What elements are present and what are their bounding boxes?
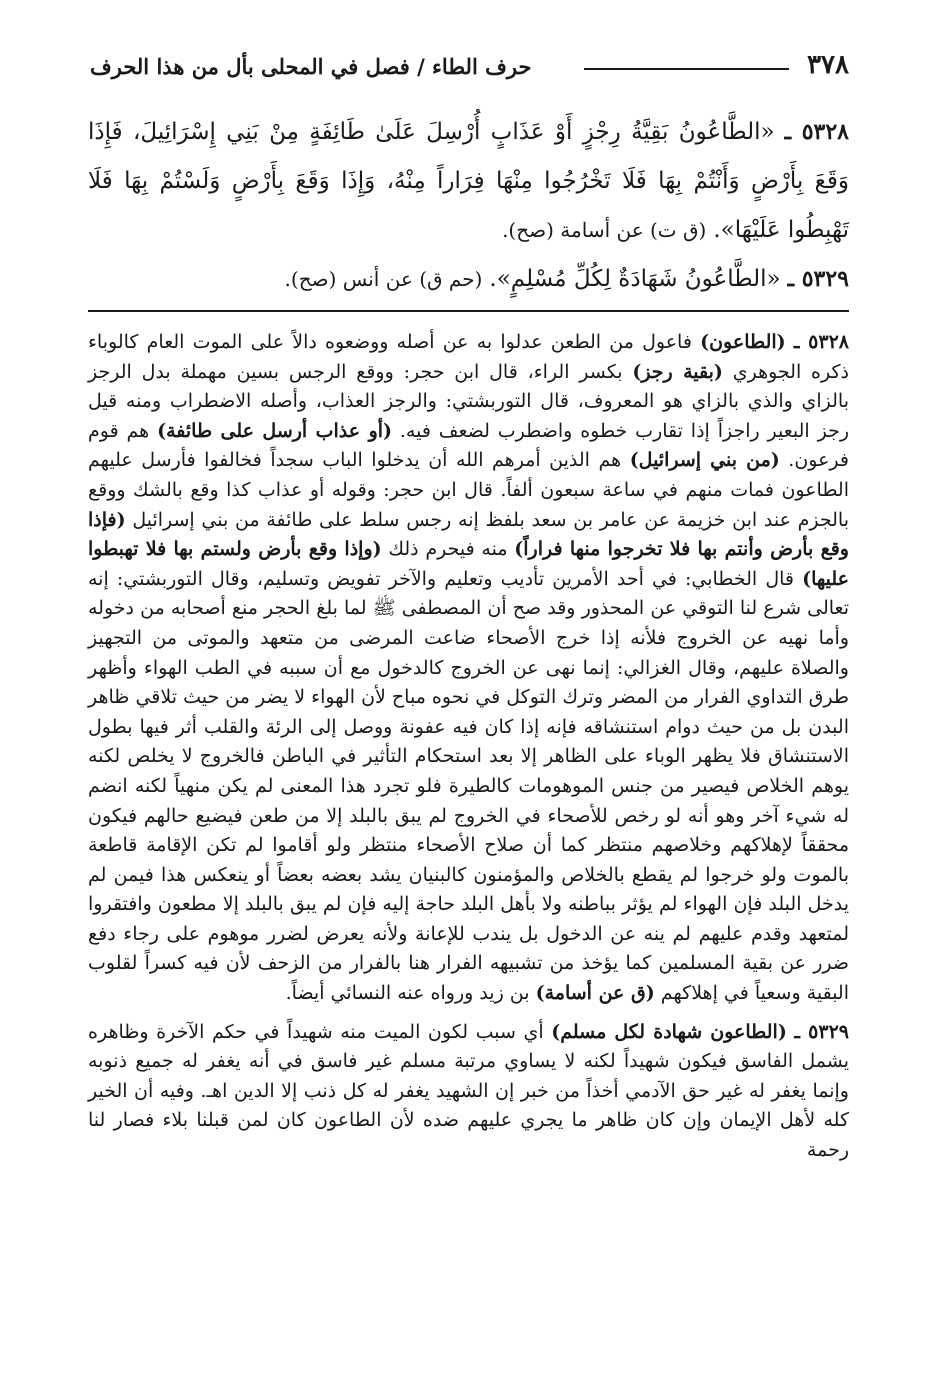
commentary-lemma: (بقية رجز) [632, 360, 723, 383]
commentary-lemma: (فإذا وقع بأرض وأنتم بها فلا تخرجوا منها فراراً) [88, 508, 849, 561]
commentary-lemma: (الطاعون) [700, 331, 786, 353]
hadith-5328 [88, 108, 849, 255]
hadith-text: «الطَّاعُونُ شَهَادَةٌ لِكُلِّ مُسْلِمٍ». [489, 266, 781, 292]
hadith-number: ٥٣٢٨ ـ [784, 119, 849, 145]
commentary-text: أي سبب لكون الميت منه شهيداً في حكم الآخرة وظاهره يشمل الفاسق فيكون شهيداً لكنه لا يساوي مرتبة مسلم غير فاسق في أنه يغفر له جميع ذنوبه وإنما يغفر له غير حق الآدمي أخذاً من خبر إن الشهيد يغفر له كل ذنب إلا الدين اهـ. وفيه أن الخير كله لأهل الإيمان وإن كان ظاهر ما يجري عليهم ضده لأن الطاعون كان لمن قبلنا بلاء فصار لنا رحمة [88, 1020, 849, 1162]
commentary-lemma: (من بني إسرائيل) [629, 449, 780, 472]
hadith-texts [88, 108, 849, 304]
page-header [90, 46, 849, 86]
commentary-text: قال الخطابي: في أحد الأمرين تأديب وتعليم والآخر تفويض وتسليم، وقال التوربشتي: إنه تعالى شرع لنا التوقي عن المحذور وقد صح أن المصطفى ﷺ لما بلغ الحجر منع أصحابه من دخوله وأما نهيه عن الخروج فلأنه إذا خرج الأصحاء ضاعت المرضى من متعهد والموتى من التجهيز والصلاة عليهم، وقال الغزالي: إنما نهى عن الخروج كالدخول مع أن سببه في الطب الهواء وأظهر طرق التداوي الفرار من المضر وترك التوكل في نحوه مباح لأن الهواء لا يضر من حيث تلاقي ظاهر البدن بل من حيث دوام استنشاقه فإنه إذا كان فيه عفونة ووصل إلى الرئة والقلب أثر فيها بطول الاستنشاق فلا يظهر الوباء على الظاهر إلا بعد استحكام التأثير في الباطن فالخروج لا يخلص لكنه يوهم الخلاص فيصير من جنس الموهومات كالطيرة فلو تجرد هذا المعنى لم يكن منهياً لكنه انضم له شيء آخر وهو أنه لو رخص للأصحاء في الخروج لم يبق بالبلد إلا من طعن فيضيع حالهم فيكون محققاً لإهلاكهم وخلاصهم منتظر كما أن صلاح الأصحاء منتظر ولو أقاموا لم تكن الإقامة قاطعة بالموت ولو خرجوا لم يقطع بالخلاص والمؤمنون كالبنيان يشد بعضه بعضاً أو ينعكس هذا فيمن لم يدخل البلد فإن الهواء لم يؤثر بباطنه ولا بأهل البلد حاجة إليه فإن لم يبق بالبلد إلا مطعون وافتقروا لمتعهد وقدم عليهم لم ينه عن الدخول بل يندب للإعانة ولأنه يعرض لضرر موهوم على رجاء دفع ضرر عن بقية المسلمين كما يؤخذ من تشبيهه الفرار هنا بالفرار من الزحف لأن فيه كسراً لقلوب البقية وسعياً في إهلاكهم [88, 567, 849, 1005]
commentary [88, 328, 849, 1166]
hadith-source: (حم ق) عن أنس (صح). [284, 267, 483, 291]
hadith-5329 [88, 255, 849, 304]
hadith-source: (ق ت) عن أسامة (صح). [502, 218, 707, 242]
commentary-5328 [88, 328, 849, 1009]
commentary-text: هم الذين أمرهم الله أن يدخلوا الباب سجداً فخالفوا فأرسل عليهم الطاعون فمات منهم في ساعة سبعون ألفاً. قال ابن حجر: وقوله أو عذاب كذا وقع بالشك ووقع بالجزم عند ابن خزيمة عن عامر بن سعد بلفظ إنه رجس سلط على طائفة من بني إسرائيل [88, 449, 849, 531]
commentary-number: ٥٣٢٩ ـ [794, 1020, 849, 1043]
commentary-lemma: (وإذا وقع بأرض ولستم بها فلا تهبطوا عليها) [88, 538, 850, 590]
hadith-text: «الطَّاعُونُ بَقِيَّةُ رِجْزٍ أَوْ عَذَابٍ أُرْسِلَ عَلَىٰ طَائِفَةٍ مِنْ بَنِي إِسْرَائِيلَ، فَإِذَا وَقَعَ بِأَرْضٍ وَأَنْتُمْ بِهَا فَلَا تَخْرُجُوا مِنْهَا فِرَاراً مِنْهُ، وَإِذَا وَقَعَ بِأَرْضٍ وَلَسْتُمْ بِهَا فَلَا تَهْبِطُوا عَلَيْهَا». [88, 119, 849, 243]
commentary-5329 [88, 1018, 849, 1166]
commentary-lemma: (ق عن أسامة) [535, 982, 655, 1005]
commentary-lemma: (أو عذاب أرسل على طائفة) [157, 419, 393, 442]
section-separator [88, 310, 849, 312]
commentary-text: بكسر الراء، قال ابن حجر: ووقع الرجس بسين مهملة بدل الرجز بالزاي والذي بالزاي هو المعروف، قال التوربشتي: والرجز العذاب، وأصله الاضطراب ومنه قيل رجز البعير راجزاً إذا تقارب خطوه واضطرب لضعف فيه. [88, 360, 849, 442]
commentary-text: منه فيحرم ذلك [381, 538, 515, 561]
page-number: ٣٧٨ [807, 50, 849, 80]
commentary-lemma: (الطاعون شهادة لكل مسلم) [551, 1020, 787, 1043]
hadith-number: ٥٣٢٩ ـ [787, 266, 849, 292]
commentary-text: فاعول من الطعن عدلوا به عن أصله ووضعوه دالاً على الموت العام كالوباء ذكره الجوهري [88, 331, 850, 383]
running-title: حرف الطاء / فصل في المحلى بأل من هذا الحرف [90, 54, 532, 79]
commentary-text: بن زيد ورواه عنه النسائي أيضاً. [285, 982, 536, 1005]
commentary-text: هم قوم فرعون. [88, 419, 849, 472]
commentary-number: ٥٣٢٨ ـ [793, 331, 849, 353]
header-rule [584, 68, 789, 70]
